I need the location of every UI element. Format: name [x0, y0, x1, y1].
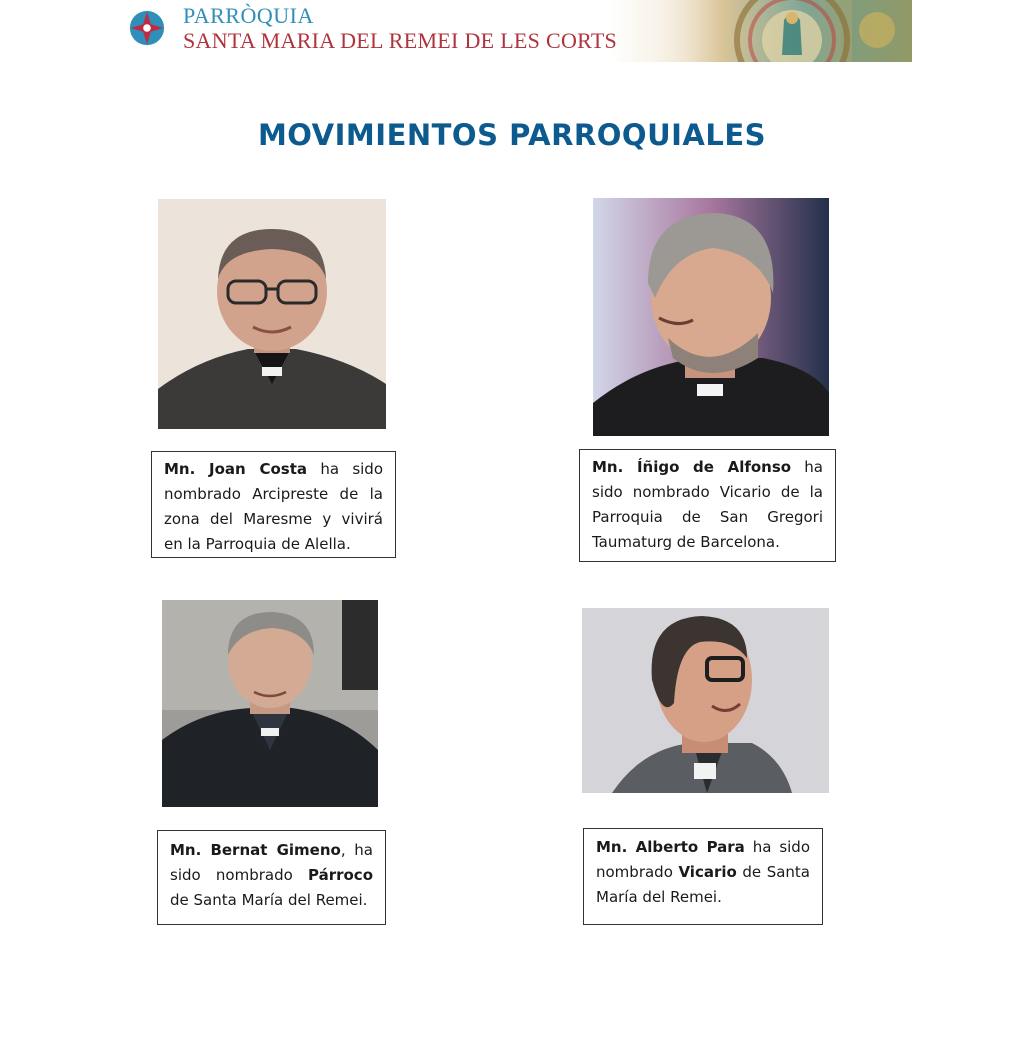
photo-joan-costa: [158, 199, 386, 429]
stained-glass-image: [642, 0, 912, 62]
caption-inigo-de-alfonso: [579, 449, 836, 562]
caption-text: de Santa María del Remei.: [596, 863, 810, 906]
caption-text: ha sido nombrado: [596, 838, 810, 881]
person-role: Párroco: [307, 866, 373, 884]
photo-alberto-para: [582, 608, 829, 793]
caption-text: ha sido nombrado Arcipreste de la zona del Maresme y vivirá en la Parroquia de Alella.: [164, 460, 383, 553]
caption-joan-costa: [151, 451, 396, 558]
caption-alberto-para: [583, 828, 823, 925]
photo-bernat-gimeno: [162, 600, 378, 807]
person-name: Mn. Bernat Gimeno: [170, 841, 341, 859]
photo-inigo-de-alfonso: [593, 198, 829, 436]
person-name: Mn. Íñigo de Alfonso: [592, 458, 792, 476]
person-name: Mn. Joan Costa: [164, 460, 308, 478]
cross-logo-icon: [128, 9, 166, 47]
caption-text: , ha sido nombrado: [170, 841, 373, 884]
person-role: Vicario: [678, 863, 737, 881]
page-title: MOVIMIENTOS PARROQUIALES: [257, 118, 767, 152]
caption-text: de Santa María del Remei.: [170, 891, 368, 909]
person-name: Mn. Alberto Para: [596, 838, 745, 856]
brand-line-2: SANTA MARIA DEL REMEI DE LES CORTS: [183, 28, 618, 53]
caption-text: ha sido nombrado Vicario de la Parroquia de San Gregori Taumaturg de Barcelona.: [592, 458, 824, 551]
parish-header-banner: [118, 0, 912, 62]
caption-bernat-gimeno: [157, 830, 386, 925]
brand-line-1: PARRÒQUIA: [183, 3, 314, 28]
